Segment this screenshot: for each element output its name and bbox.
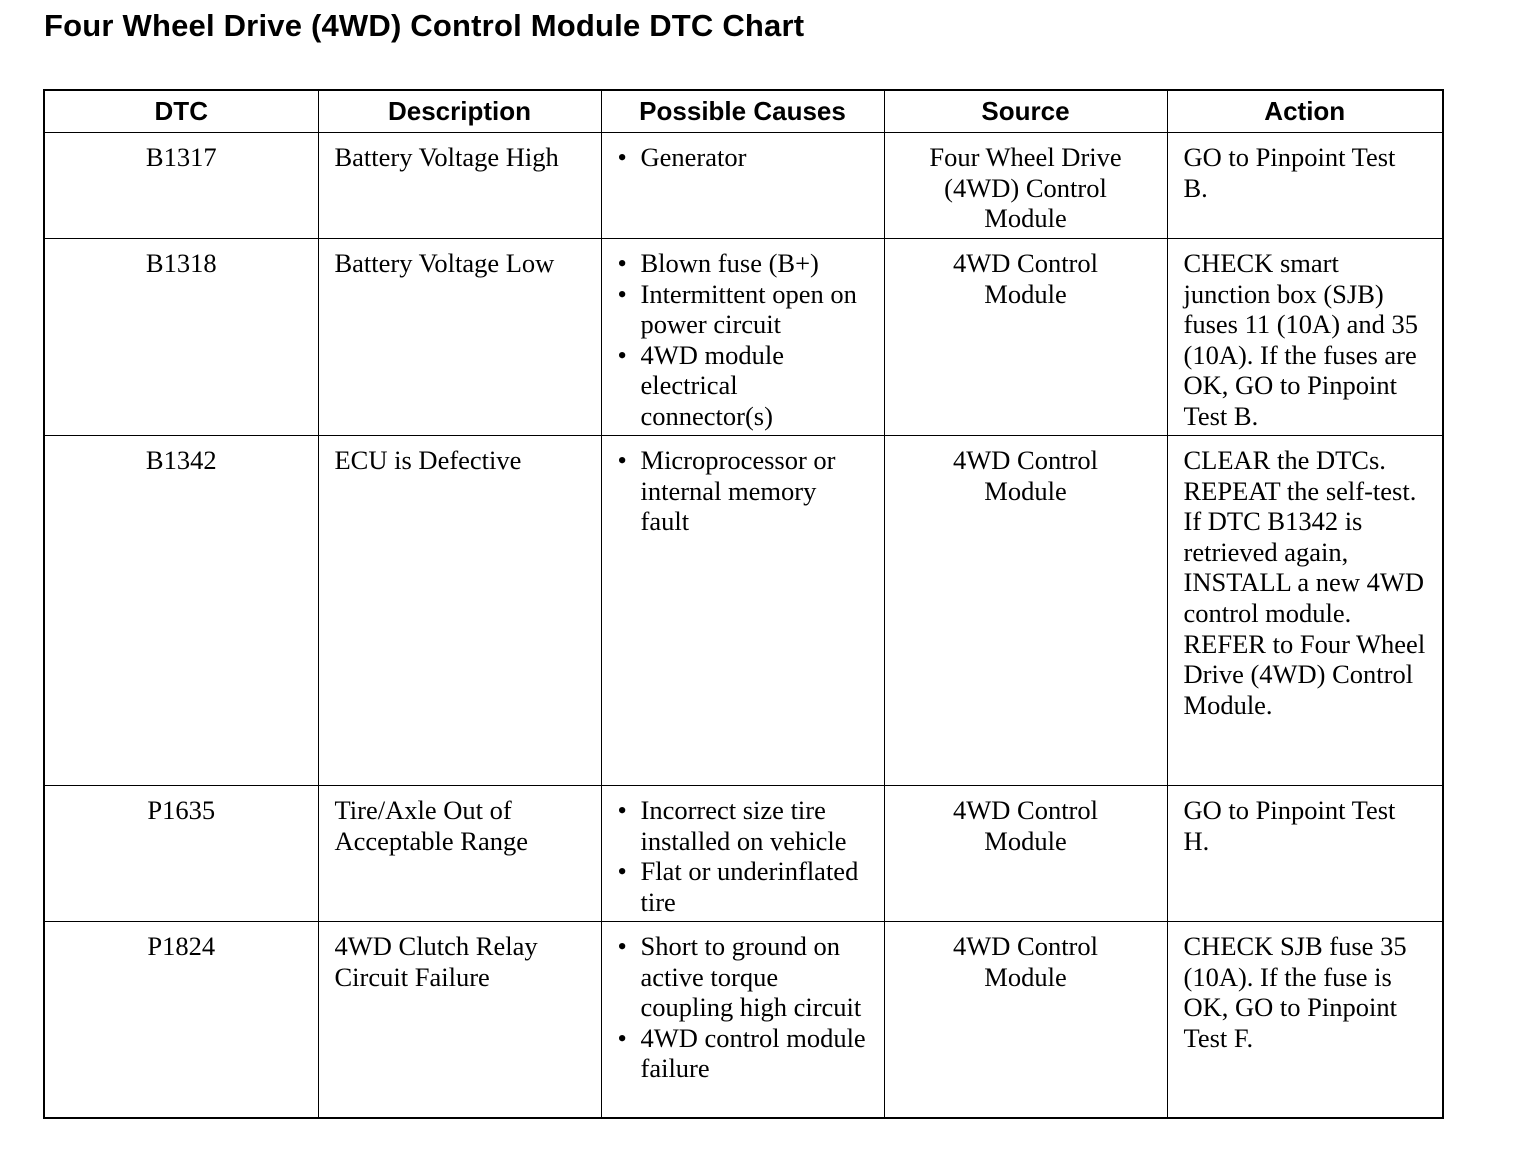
cause-item: • Generator [618, 142, 868, 173]
causes-list [618, 795, 868, 917]
cause-item: • Blown fuse (B+) [618, 248, 868, 279]
page-title: Four Wheel Drive (4WD) Control Module DTC Chart [44, 8, 805, 43]
description-cell: Tire/Axle Out of Acceptable Range [318, 786, 601, 922]
column-header-possible-causes: Possible Causes [601, 90, 884, 133]
column-header-dtc: DTC [44, 90, 318, 133]
source-cell: 4WD Control Module [884, 786, 1167, 922]
dtc-code-cell: B1342 [44, 436, 318, 786]
possible-causes-cell [601, 239, 884, 436]
dtc-code-cell: B1318 [44, 239, 318, 436]
table-row [44, 133, 1443, 239]
possible-causes-cell [601, 786, 884, 922]
dtc-code-cell: P1635 [44, 786, 318, 922]
action-cell: CHECK SJB fuse 35 (10A). If the fuse is OK, GO to Pinpoint Test F. [1167, 922, 1443, 1118]
cause-item: • Flat or underinflated tire [618, 856, 868, 917]
description-cell: Battery Voltage High [318, 133, 601, 239]
cause-item: • Intermittent open on power circuit [618, 279, 868, 340]
column-header-source: Source [884, 90, 1167, 133]
causes-list [618, 445, 868, 537]
source-cell: 4WD Control Module [884, 436, 1167, 786]
causes-list [618, 248, 868, 432]
table-row [44, 922, 1443, 1118]
cause-item: • 4WD module electrical connector(s) [618, 340, 868, 432]
cause-item: • 4WD control module failure [618, 1023, 868, 1084]
action-cell: GO to Pinpoint Test B. [1167, 133, 1443, 239]
table-row [44, 436, 1443, 786]
source-cell: 4WD Control Module [884, 239, 1167, 436]
source-cell: Four Wheel Drive (4WD) Control Module [884, 133, 1167, 239]
action-cell: GO to Pinpoint Test H. [1167, 786, 1443, 922]
causes-list [618, 142, 868, 173]
action-cell: CHECK smart junction box (SJB) fuses 11 (10A) and 35 (10A). If the fuses are OK, GO to Pinpoint Test B. [1167, 239, 1443, 436]
table-row [44, 239, 1443, 436]
table-row [44, 786, 1443, 922]
possible-causes-cell [601, 436, 884, 786]
cause-item: • Microprocessor or internal memory fault [618, 445, 868, 537]
causes-list [618, 931, 868, 1084]
cause-item: • Incorrect size tire installed on vehicle [618, 795, 868, 856]
dtc-code-cell: B1317 [44, 133, 318, 239]
header-row [44, 90, 1443, 133]
column-header-description: Description [318, 90, 601, 133]
description-cell: 4WD Clutch Relay Circuit Failure [318, 922, 601, 1118]
possible-causes-cell [601, 133, 884, 239]
dtc-table [43, 89, 1444, 1119]
source-cell: 4WD Control Module [884, 922, 1167, 1118]
possible-causes-cell [601, 922, 884, 1118]
description-cell: Battery Voltage Low [318, 239, 601, 436]
column-header-action: Action [1167, 90, 1443, 133]
cause-item: • Short to ground on active torque coupling high circuit [618, 931, 868, 1023]
dtc-code-cell: P1824 [44, 922, 318, 1118]
description-cell: ECU is Defective [318, 436, 601, 786]
action-cell: CLEAR the DTCs. REPEAT the self-test. If DTC B1342 is retrieved again, INSTALL a new 4WD control module. REFER to Four Wheel Drive (4WD) Control Module. [1167, 436, 1443, 786]
